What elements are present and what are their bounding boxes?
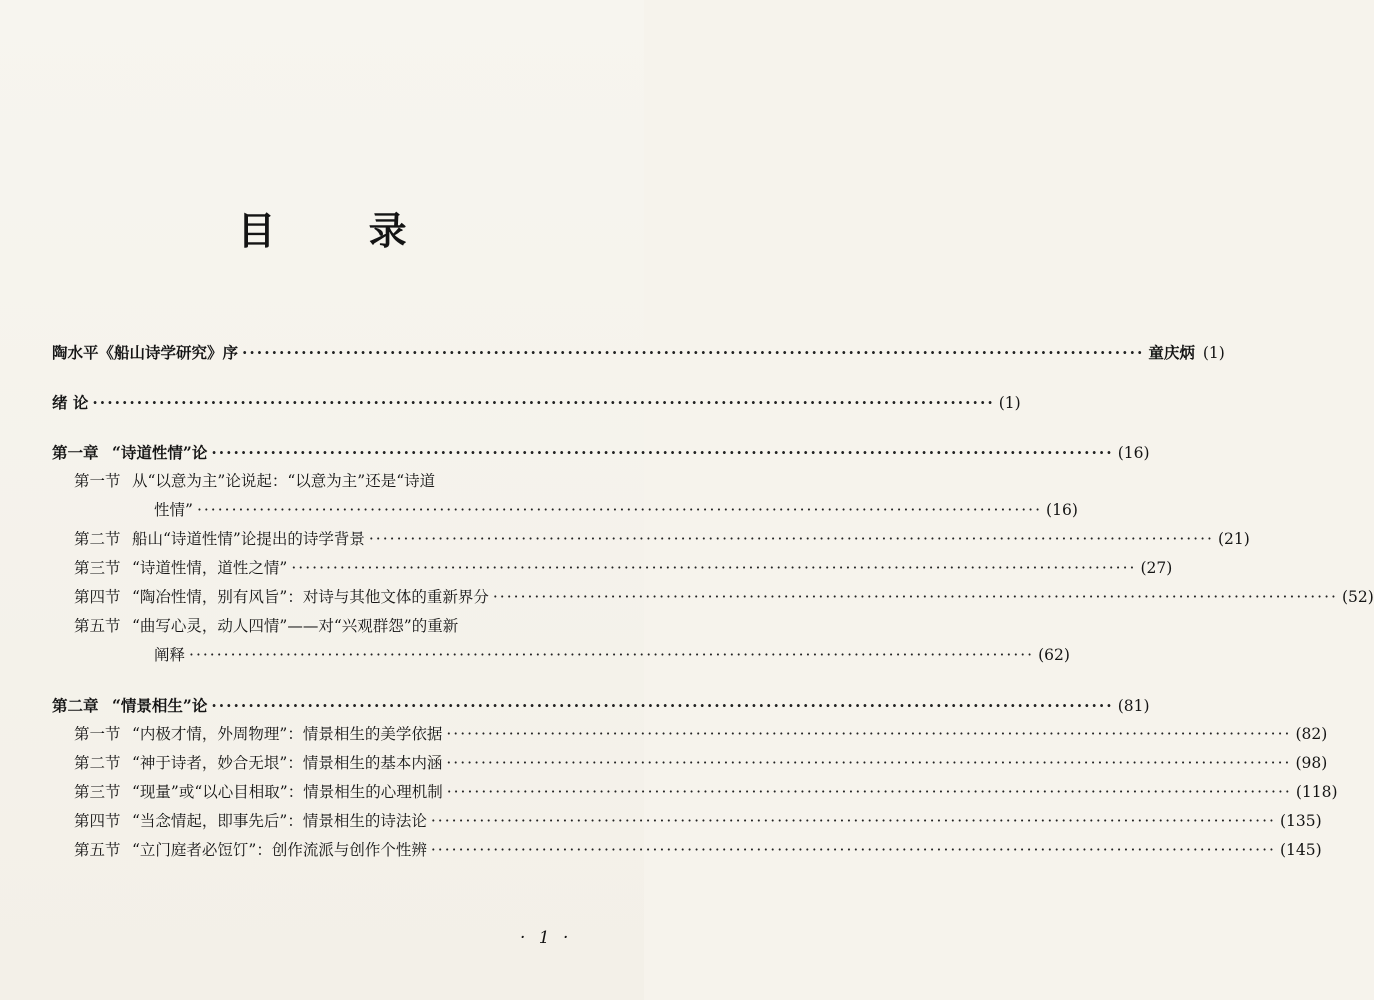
dot-leader <box>447 778 1292 807</box>
toc-entry-intro[interactable] <box>52 388 1021 417</box>
toc-entry-ch1-s3[interactable] <box>52 554 1173 583</box>
table-of-contents <box>52 338 1374 865</box>
chapter-title: “情景相生”论 <box>112 696 208 715</box>
toc-entry-ch1-s5-cont[interactable] <box>52 641 1070 670</box>
section-title: 船山“诗道性情”论提出的诗学背景 <box>132 530 365 548</box>
entry-page: (1) <box>1202 344 1225 362</box>
entry-page: (52) <box>1341 588 1374 606</box>
dot-leader <box>189 641 1034 670</box>
entry-page: (118) <box>1295 783 1338 801</box>
section-title: “曲写心灵，动人四情”——对“兴观群怨”的重新 <box>132 617 459 635</box>
section-title: “神于诗者，妙合无垠”：情景相生的基本内涵 <box>132 754 443 772</box>
dot-leader <box>242 338 1144 367</box>
toc-entry-ch1-s2[interactable] <box>52 525 1250 554</box>
section-title: “立门庭者必饾饤”：创作流派与创作个性辨 <box>132 841 427 859</box>
section-label: 第二节 <box>74 754 121 772</box>
dot-leader <box>92 388 994 417</box>
section-title: “诗道性情，道性之情” <box>132 559 288 577</box>
dot-leader <box>211 438 1113 467</box>
chapter-label: 第一章 <box>52 443 99 462</box>
section-label: 第二节 <box>74 530 121 548</box>
section-label: 第四节 <box>74 812 121 830</box>
entry-page: (16) <box>1117 444 1150 462</box>
toc-entry-ch1-s5[interactable] <box>52 612 580 641</box>
section-label: 第五节 <box>74 617 121 635</box>
dot-leader <box>291 554 1136 583</box>
toc-entry-ch1-s4[interactable] <box>52 583 1374 612</box>
section-label: 第一节 <box>74 725 121 743</box>
dot-leader <box>431 836 1276 865</box>
entry-text <box>52 691 207 720</box>
toc-entry-ch1-s1[interactable] <box>52 467 580 496</box>
section-label: 第一节 <box>74 472 121 490</box>
section-label: 第三节 <box>74 559 121 577</box>
section-title: “内极才情，外周物理”：情景相生的美学依据 <box>132 725 443 743</box>
entry-text <box>52 438 207 467</box>
toc-entry-preface[interactable] <box>52 338 1225 367</box>
chapter-label: 第二章 <box>52 696 99 715</box>
entry-text: 绪 论 <box>52 393 89 412</box>
section-title-cont: 性情” <box>154 501 193 519</box>
entry-page: (27) <box>1140 559 1173 577</box>
section-label: 第三节 <box>74 783 121 801</box>
entry-text: 陶水平《船山诗学研究》序 <box>52 343 239 362</box>
page-title: 目 录 <box>237 209 447 253</box>
section-title: “现量”或“以心目相取”：情景相生的心理机制 <box>132 783 443 801</box>
dot-leader <box>446 749 1291 778</box>
entry-page: (16) <box>1046 501 1078 519</box>
toc-entry-ch1-s1-cont[interactable] <box>52 496 1078 525</box>
section-label: 第四节 <box>74 588 121 606</box>
page-number: · 1 · <box>520 928 573 948</box>
entry-page: (135) <box>1279 812 1322 830</box>
dot-leader <box>211 691 1113 720</box>
dot-leader <box>493 583 1338 612</box>
toc-entry-ch2-s2[interactable] <box>52 749 1328 778</box>
entry-page: (62) <box>1038 646 1070 664</box>
toc-entry-ch2-s3[interactable] <box>52 778 1338 807</box>
dot-leader <box>431 807 1276 836</box>
entry-page: (145) <box>1279 841 1322 859</box>
section-title: 从“以意为主”论说起：“以意为主”还是“诗道 <box>132 472 436 490</box>
section-title: “当念情起，即事先后”：情景相生的诗法论 <box>132 812 427 830</box>
toc-entry-chapter-1[interactable] <box>52 438 1150 467</box>
toc-entry-ch2-s5[interactable] <box>52 836 1322 865</box>
entry-page: (81) <box>1117 697 1150 715</box>
entry-page: (82) <box>1295 725 1328 743</box>
chapter-title: “诗道性情”论 <box>112 443 208 462</box>
entry-page: (21) <box>1217 530 1250 548</box>
section-title-cont: 阐释 <box>154 646 186 664</box>
dot-leader <box>197 496 1042 525</box>
entry-author: 童庆炳 <box>1148 343 1195 362</box>
section-title: “陶冶性情，别有风旨”：对诗与其他文体的重新界分 <box>132 588 489 606</box>
entry-page: (98) <box>1295 754 1328 772</box>
toc-entry-ch2-s1[interactable] <box>52 720 1328 749</box>
toc-entry-chapter-2[interactable] <box>52 691 1150 720</box>
section-label: 第五节 <box>74 841 121 859</box>
toc-entry-ch2-s4[interactable] <box>52 807 1322 836</box>
dot-leader <box>369 525 1214 554</box>
dot-leader <box>446 720 1291 749</box>
entry-page: (1) <box>998 394 1021 412</box>
